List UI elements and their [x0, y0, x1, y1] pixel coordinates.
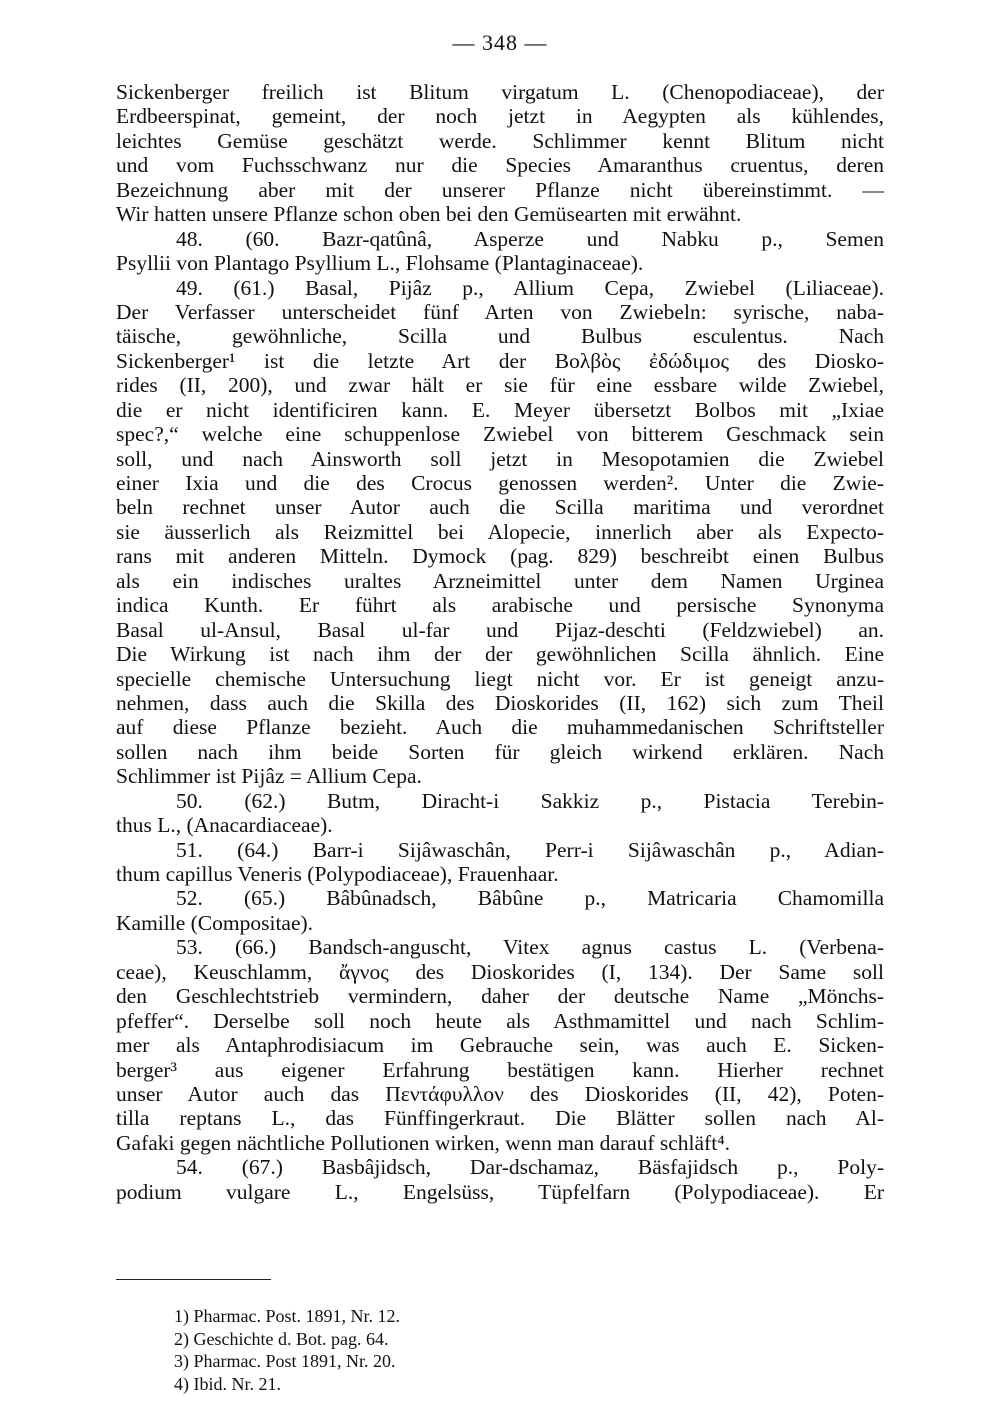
text-line: soll, und nach Ainsworth soll jetzt in Mesopotamien die Zwiebel — [116, 446, 884, 471]
footnote: 3) Pharmac. Post 1891, Nr. 20. — [174, 1351, 396, 1371]
text-line: 51. (64.) Barr-i Sijâwaschân, Perr-i Sijâwaschân p., Adian- — [176, 837, 884, 862]
text-line: mer als Antaphrodisiacum im Gebrauche sein, was auch E. Sicken- — [116, 1033, 884, 1058]
text-line: unser Autor auch das Πεντάφυλλον des Dioskorides (II, 42), Poten- — [116, 1081, 884, 1106]
text-line: als ein indisches uraltes Arzneimittel unter dem Namen Urginea — [116, 568, 884, 593]
text-line: auf diese Pflanze bezieht. Auch die muhammedanischen Schriftsteller — [116, 715, 884, 740]
footnote-rule — [116, 1279, 271, 1280]
text-line: ceae), Keuschlamm, ἄγνος des Dioskorides (I, 134). Der Same soll — [116, 959, 884, 984]
text-line: Schlimmer ist Pijâz = Allium Cepa. — [116, 764, 422, 789]
text-line: Sickenberger¹ ist die letzte Art der Βολβὸς ἐδώδιμος des Diosko- — [116, 348, 884, 373]
text-line: tilla reptans L., das Fünffingerkraut. Die Blätter sollen nach Al- — [116, 1106, 884, 1131]
footnote: 1) Pharmac. Post. 1891, Nr. 12. — [174, 1306, 400, 1326]
footnote: 2) Geschichte d. Bot. pag. 64. — [174, 1328, 389, 1349]
text-line: sie äusserlich als Reizmittel bei Alopecie, innerlich aber als Expecto- — [116, 519, 884, 544]
text-line: thum capillus Veneris (Polypodiaceae), Frauenhaar. — [116, 862, 559, 886]
text-line: nehmen, dass auch die Skilla des Dioskorides (II, 162) sich zum Theil — [116, 690, 884, 715]
text-line: rans mit anderen Mitteln. Dymock (pag. 829) beschreibt einen Bulbus — [116, 544, 884, 569]
text-line: 48. (60. Bazr-qatûnâ, Asperze und Nabku p., Semen — [176, 226, 884, 251]
footnote: 4) Ibid. Nr. 21. — [174, 1373, 281, 1394]
text-line: Kamille (Compositae). — [116, 910, 314, 935]
text-line: 53. (66.) Bandsch-anguscht, Vitex agnus castus L. (Verbena- — [176, 935, 884, 960]
text-line: die er nicht identificiren kann. E. Meyer übersetzt Bolbos mit „Ixiae — [116, 397, 884, 422]
text-line: Gafaki gegen nächtliche Pollutionen wirken, wenn man darauf schläft⁴. — [116, 1130, 731, 1155]
text-line: podium vulgare L., Engelsüss, Tüpfelfarn (Polypodiaceae). Er — [116, 1179, 884, 1204]
text-line: Bezeichnung aber mit der unserer Pflanze nicht übereinstimmt. — — [116, 177, 884, 202]
text-line: beln rechnet unser Autor auch die Scilla maritima und verordnet — [116, 495, 884, 520]
text-line: 49. (61.) Basal, Pijâz p., Allium Cepa, Zwiebel (Liliaceae). — [176, 275, 884, 300]
text-line: Wir hatten unsere Pflanze schon oben bei den Gemüsearten mit erwähnt. — [116, 202, 742, 227]
text-line: rides (II, 200), und zwar hält er sie für eine essbare wilde Zwiebel, — [116, 373, 884, 398]
text-line: 52. (65.) Bâbûnadsch, Bâbûne p., Matricaria Chamomilla — [176, 886, 884, 911]
page-number: — 348 — — [452, 30, 548, 55]
text-line: indica Kunth. Er führt als arabische und persische Synonyma — [116, 593, 884, 618]
text-line: spec?,“ welche eine schuppenlose Zwiebel von bitterem Geschmack sein — [116, 422, 884, 447]
text-line: sollen nach ihm beide Sorten für gleich wirkend erklären. Nach — [116, 739, 884, 764]
text-line: Basal ul-Ansul, Basal ul-far und Pijaz-deschti (Feldzwiebel) an. — [116, 617, 884, 642]
text-line: Der Verfasser unterscheidet fünf Arten von Zwiebeln: syrische, naba- — [116, 299, 884, 324]
text-line: pfeffer“. Derselbe soll noch heute als Asthmamittel und nach Schlim- — [116, 1008, 884, 1033]
text-line: Sickenberger freilich ist Blitum virgatum L. (Chenopodiaceae), der — [116, 80, 884, 104]
text-line: specielle chemische Untersuchung liegt nicht vor. Er ist geneigt anzu- — [116, 666, 884, 691]
body-text — [116, 80, 884, 1204]
text-line: Die Wirkung ist nach ihm der der gewöhnlichen Scilla ähnlich. Eine — [116, 642, 884, 667]
text-line: thus L., (Anacardiaceae). — [116, 813, 333, 838]
footnotes — [174, 1305, 400, 1395]
text-line: berger³ aus eigener Erfahrung bestätigen kann. Hierher rechnet — [116, 1057, 884, 1082]
text-line: leichtes Gemüse geschätzt werde. Schlimmer kennt Blitum nicht — [116, 128, 884, 153]
text-line: 54. (67.) Basbâjidsch, Dar-dschamaz, Bäsfajidsch p., Poly- — [176, 1155, 884, 1180]
text-line: den Geschlechtstrieb vermindern, daher der deutsche Name „Mönchs- — [116, 984, 884, 1009]
text-line: und vom Fuchsschwanz nur die Species Amaranthus cruentus, deren — [116, 153, 884, 178]
text-line: 50. (62.) Butm, Diracht-i Sakkiz p., Pistacia Terebin- — [176, 788, 884, 813]
text-line: täische, gewöhnliche, Scilla und Bulbus esculentus. Nach — [116, 324, 884, 349]
text-line: Psyllii von Plantago Psyllium L., Flohsame (Plantaginaceae). — [116, 251, 644, 276]
text-line: einer Ixia und die des Crocus genossen werden². Unter die Zwie- — [116, 471, 884, 495]
text-line: Erdbeerspinat, gemeint, der noch jetzt in Aegypten als kühlendes, — [116, 104, 884, 129]
